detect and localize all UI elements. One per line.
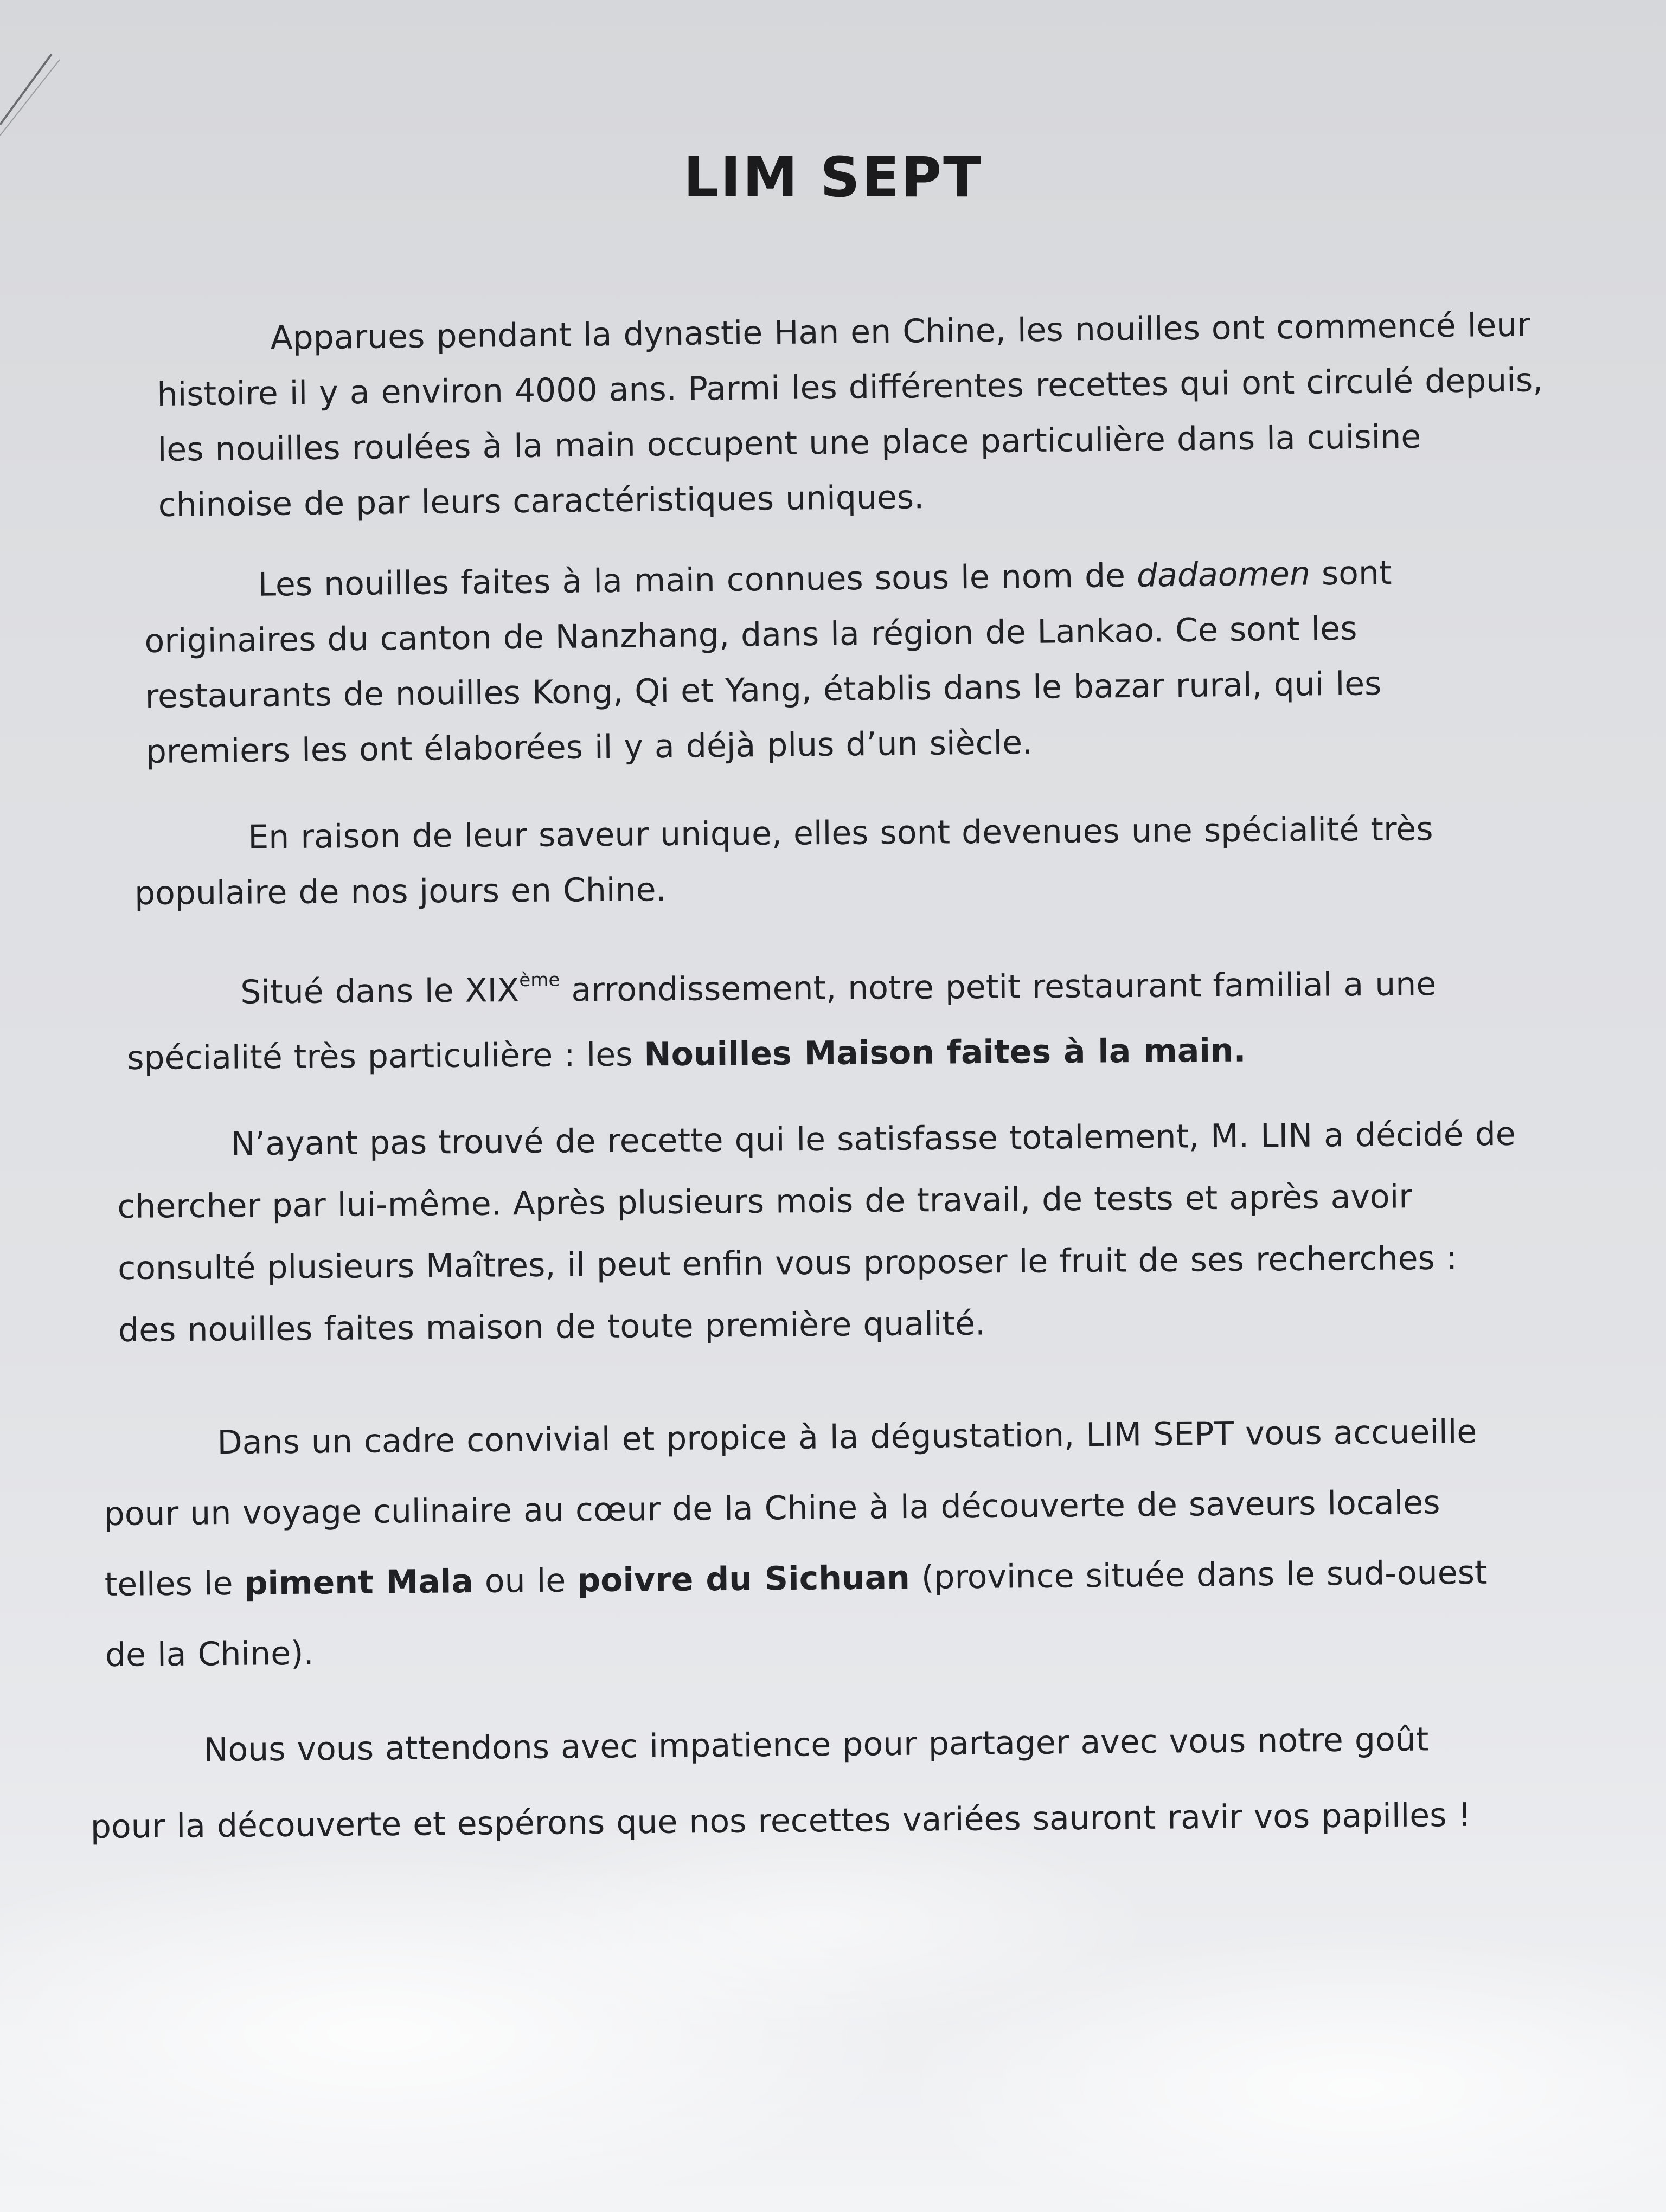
- text-line: N’ayant pas trouvé de recette qui le satisfasse totalement, M. LIN a décidé de: [230, 1115, 1516, 1163]
- text-fragment: telles le: [104, 1564, 245, 1604]
- text-line: restaurants de nouilles Kong, Qi et Yang, établis dans le bazar rural, qui les: [145, 665, 1382, 716]
- text-fragment: Situé dans le XIX: [240, 971, 520, 1012]
- text-fragment: Les nouilles faites à la main connues sous le nom de: [258, 556, 1137, 604]
- highlight-piment-mala: piment Mala: [244, 1562, 474, 1603]
- text-line: histoire il y a environ 4000 ans. Parmi les différentes recettes qui ont circulé depuis,: [157, 361, 1543, 414]
- text-line: chinoise de par leurs caractéristiques uniques.: [158, 478, 925, 524]
- text-fragment: spécialité très particulière : les: [127, 1036, 644, 1077]
- paragraph-restaurant: [126, 951, 1437, 1091]
- folded-corner-mark: [0, 0, 76, 141]
- paragraph-popularity: [134, 801, 1434, 921]
- text-line: En raison de leur saveur unique, elles sont devenues une spécialité très: [248, 810, 1433, 857]
- text-fragment: arrondissement, notre petit restaurant familial a une: [560, 965, 1437, 1009]
- highlight-poivre-sichuan: poivre du Sichuan: [576, 1559, 911, 1600]
- text-line: [104, 1538, 1488, 1620]
- text-line: consulté plusieurs Maîtres, il peut enfin vous proposer le fruit de ses recherches :: [117, 1239, 1458, 1288]
- text-line: [127, 1017, 1437, 1091]
- text-line: premiers les ont élaborées il y a déjà plus d’un siècle.: [145, 723, 1033, 771]
- text-line: originaires du canton de Nanzhang, dans la région de Lankao. Ce sont les: [144, 609, 1357, 660]
- text-line: populaire de nos jours en Chine.: [134, 871, 667, 912]
- text-line: chercher par lui-même. Après plusieurs mois de travail, de tests et après avoir: [117, 1178, 1413, 1226]
- text-line: des nouilles faites maison de toute première qualité.: [118, 1304, 986, 1349]
- paragraph-dadaomen: [144, 545, 1394, 780]
- text-line: pour la découverte et espérons que nos recettes variées sauront ravir vos papilles !: [90, 1796, 1471, 1846]
- text-line: Apparues pendant la dynastie Han en Chine, les nouilles ont commencé leur: [270, 306, 1531, 357]
- text-fragment: (province située dans le sud-ouest: [909, 1553, 1488, 1597]
- text-line: Nous vous attendons avec impatience pour partager avec vous notre goût: [203, 1720, 1429, 1770]
- paragraph-recipe: [117, 1103, 1517, 1361]
- text-line: pour un voyage culinaire au cœur de la Chine à la découverte de saveurs locales: [104, 1483, 1440, 1533]
- dadaomen-term: dadaomen: [1136, 555, 1311, 595]
- text-fragment: sont: [1310, 554, 1392, 593]
- document-title: LIM SEPT: [683, 145, 983, 210]
- paragraph-history: [156, 297, 1545, 533]
- highlight-nouilles-maison: Nouilles Maison faites à la main.: [644, 1031, 1246, 1074]
- paragraph-voyage: [103, 1397, 1488, 1690]
- text-line: de la Chine).: [105, 1634, 314, 1674]
- text-line: Dans un cadre convivial et propice à la dégustation, LIM SEPT vous accueille: [217, 1412, 1477, 1462]
- paragraph-closing: [89, 1701, 1471, 1865]
- text-line: les nouilles roulées à la main occupent une place particulière dans la cuisine: [157, 417, 1421, 469]
- text-fragment: ou le: [473, 1561, 578, 1601]
- superscript-text: ème: [519, 969, 560, 991]
- text-line: [126, 951, 1437, 1026]
